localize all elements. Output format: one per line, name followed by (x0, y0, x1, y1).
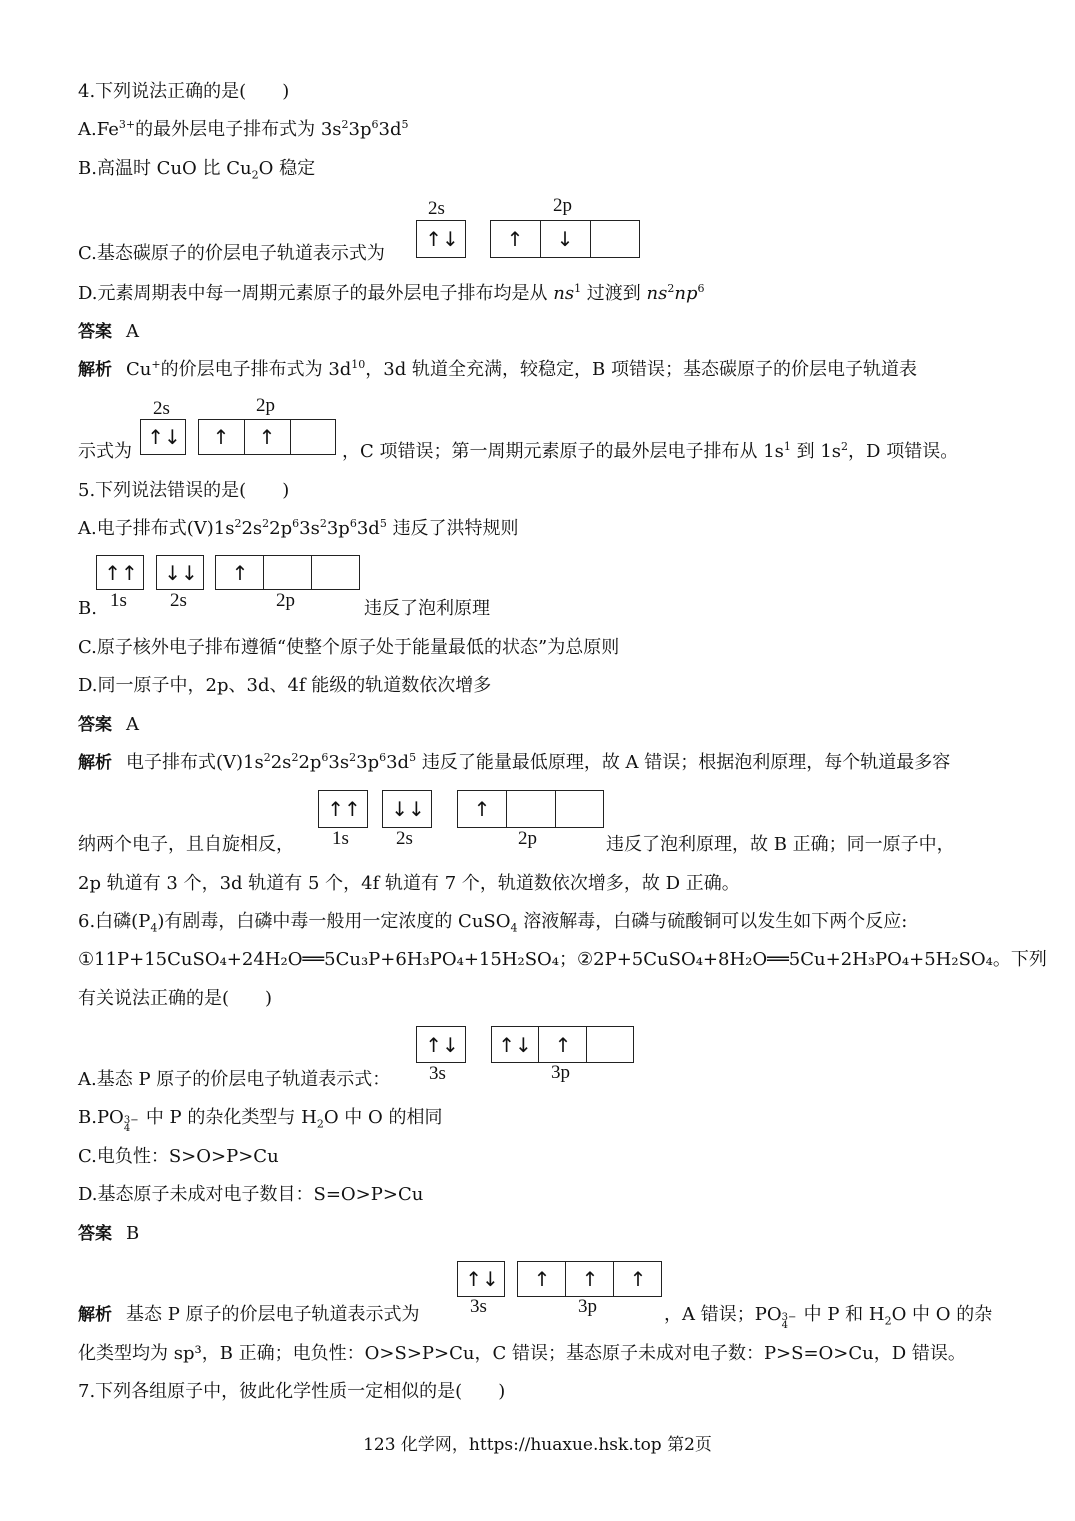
q6-stem-line2: ①11P+15CuSO₄+24H₂O══5Cu₃P+6H₃PO₄+15H₂SO₄；②2P+5CuSO₄+8H₂O══5Cu+2H₃PO₄+5H₂SO₄。下列 (78, 949, 1047, 970)
electron-pair-arrow: ↑↓ (147, 425, 181, 449)
orbital-label: 3p (578, 1296, 597, 1317)
q6-option-c: C.电负性：S>O>P>Cu (78, 1146, 279, 1167)
q4-option-a: $A.Fe^{3+}$的最外层电子排布式为 $3s^23p^63d^5$ (78, 118, 409, 140)
orbital-label: 3s (429, 1063, 446, 1084)
orbital-diagram-2p (215, 555, 360, 590)
orbital-label: 2p (553, 195, 572, 216)
orbital-label: 2s (170, 590, 187, 611)
orbital-diagram-3p (491, 1026, 634, 1063)
orbital-diagram-3p (517, 1261, 662, 1297)
q5-analysis-line2-prefix: 纳两个电子，且自旋相反， (78, 834, 294, 855)
q5-option-a: A.电子排布式$(V)1s^22s^22p^63s^23p^63d^5$ 违反了洪特规则 (78, 517, 519, 539)
q6-option-b: B.PO 3− 4 中 P 的杂化类型与 $H_2O$ 中 O 的相同 (78, 1107, 443, 1134)
electron-pair-arrow: ↑↓ (425, 1032, 459, 1057)
q6-option-d: D.基态原子未成对电子数目：S=O>P>Cu (78, 1184, 424, 1205)
orbital-diagram-2s (140, 419, 186, 455)
q5-analysis-line3: 2p 轨道有 3 个，3d 轨道有 5 个，4f 轨道有 7 个，轨道数依次增多，故 D 正确。 (78, 873, 740, 894)
orbital-diagram-2p (457, 790, 604, 828)
q6-analysis-line1-prefix: 解析 基态 P 原子的价层电子轨道表示式为 (78, 1304, 420, 1325)
q4-analysis-line2-suffix: ，C 项错误；第一周期元素原子的最外层电子排布从 $1s^1$ 到 $1s^2$，D 项错误。 (342, 440, 959, 462)
orbital-label: 2s (396, 828, 413, 849)
orbital-label: 1s (332, 828, 349, 849)
orbital-diagram-2s (156, 555, 204, 590)
orbital-diagram-1s (96, 555, 144, 590)
spin-up-arrow: ↑ (473, 797, 491, 821)
q5-stem: 5.下列说法错误的是( ) (78, 480, 290, 501)
orbital-diagram-3s (416, 1026, 466, 1063)
spin-down-arrow: ↓ (556, 227, 574, 251)
spin-up-arrow: ↑ (554, 1032, 572, 1057)
q6-analysis-line2: 化类型均为 sp³，B 正确；电负性：O>S>P>Cu，C 错误；基态原子未成对电子数：P>S=O>Cu，D 错误。 (78, 1343, 966, 1364)
electron-pair-arrow: ↑↓ (498, 1032, 532, 1057)
q4-answer: 答案 A (78, 321, 139, 342)
electron-pair-arrow: ↑↓ (465, 1267, 499, 1291)
q6-stem-line3: 有关说法正确的是( ) (78, 988, 273, 1009)
orbital-label: 2p (276, 590, 295, 611)
orbital-label: 2p (256, 395, 275, 416)
q5-option-c: C.原子核外电子排布遵循“使整个原子处于能量最低的状态”为总原则 (78, 637, 620, 658)
q4-analysis-line2-prefix: 示式为 (78, 441, 132, 462)
orbital-label: 2s (428, 198, 445, 219)
page-footer: 123 化学网，https://huaxue.hsk.top 第2页 (363, 1435, 712, 1455)
q7-stem: 7.下列各组原子中，彼此化学性质一定相似的是( ) (78, 1381, 506, 1402)
q5-option-b-prefix: B. (78, 598, 97, 619)
q5-answer: 答案 A (78, 714, 139, 735)
orbital-label: 2s (153, 398, 170, 419)
orbital-diagram-3s (457, 1261, 505, 1297)
orbital-label: 1s (110, 590, 127, 611)
orbital-diagram-1s (318, 790, 368, 828)
q4-option-c: C.基态碳原子的价层电子轨道表示式为 (78, 243, 385, 264)
spin-up-arrow: ↑ (533, 1267, 551, 1291)
orbital-diagram-2s (416, 220, 466, 258)
q5-analysis-line1: 解析 电子排布式$(V)1s^22s^22p^63s^23p^63d^5$ 违反了能量最低原理，故 A 错误；根据泡利原理，每个轨道最多容 (78, 751, 951, 773)
q6-stem-line1: 6.白磷$(P_4)$有剧毒，白磷中毒一般用一定浓度的 CuSO$_4$ 溶液解毒，白磷与硫酸铜可以发生如下两个反应: (78, 911, 908, 935)
spin-up-arrow: ↑ (581, 1267, 599, 1291)
orbital-diagram-2p (490, 220, 640, 258)
q6-answer: 答案 B (78, 1223, 140, 1244)
spin-up-arrow: ↑ (506, 227, 524, 251)
orbital-diagram-2p (198, 419, 336, 455)
parallel-up-arrows: ↑↑ (327, 797, 361, 821)
orbital-diagram-2s (382, 790, 432, 828)
orbital-label: 3s (470, 1296, 487, 1317)
orbital-label: 2p (518, 828, 537, 849)
parallel-down-arrows: ↓↓ (391, 797, 425, 821)
q4-option-b: B.高温时 CuO 比 $Cu_2O$ 稳定 (78, 158, 316, 182)
spin-up-arrow: ↑ (258, 425, 276, 449)
orbital-label: 3p (551, 1062, 570, 1083)
q5-option-d: D.同一原子中，2p、3d、4f 能级的轨道数依次增多 (78, 675, 492, 696)
q6-option-a: A.基态 P 原子的价层电子轨道表示式： (78, 1069, 391, 1090)
spin-up-arrow: ↑ (231, 560, 249, 585)
parallel-down-arrows: ↓↓ (164, 560, 198, 585)
q5-analysis-line2-suffix: 违反了泡利原理，故 B 正确；同一原子中， (606, 834, 955, 855)
q5-option-b-suffix: 违反了泡利原理 (364, 598, 490, 619)
q6-analysis-line1-suffix: ，A 错误；PO 3− 4 中 P 和 $H_2O$ 中 O 的杂 (664, 1304, 993, 1331)
q4-option-d: D.元素周期表中每一周期元素原子的最外层电子排布均是从 $ns^1$ 过渡到 $ns^2np^6$ (78, 282, 705, 304)
q4-analysis-line1: 解析 Cu+的价层电子排布式为 $3d^{10}$，3d 轨道全充满，较稳定，B 项错误；基态碳原子的价层电子轨道表 (78, 358, 917, 380)
electron-pair-arrow: ↑↓ (425, 227, 459, 251)
spin-up-arrow: ↑ (212, 425, 230, 449)
parallel-up-arrows: ↑↑ (104, 560, 138, 585)
q4-stem: 4.下列说法正确的是( ) (78, 81, 290, 102)
spin-up-arrow: ↑ (629, 1267, 647, 1291)
